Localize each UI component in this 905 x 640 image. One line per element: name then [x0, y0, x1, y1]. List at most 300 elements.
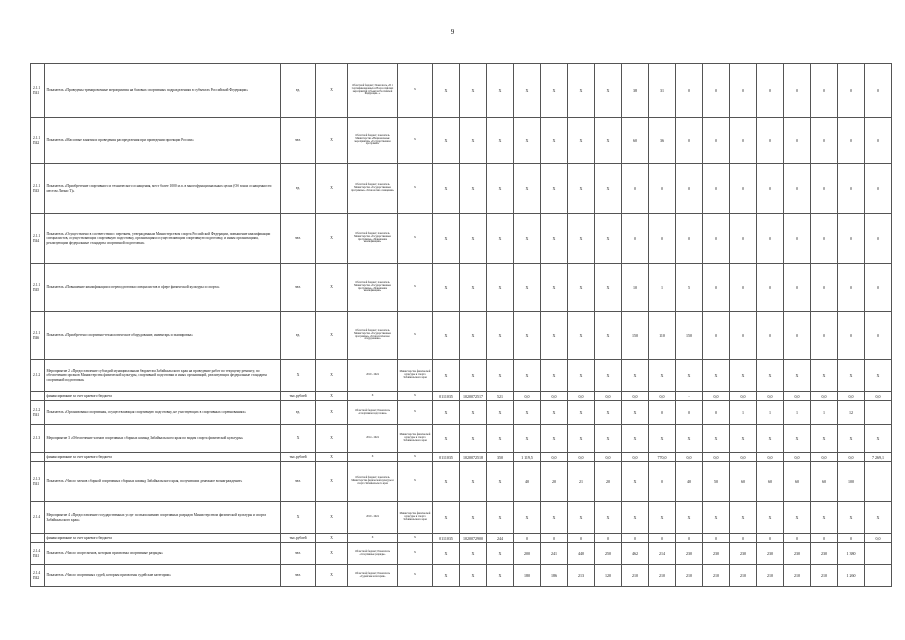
row-col18: 0	[730, 264, 757, 312]
row-col6: Х	[398, 164, 433, 214]
row-col18: 0	[730, 64, 757, 118]
row-unit: ед.	[281, 401, 316, 425]
row-col12: Х	[568, 214, 595, 264]
row-unit: тыс.рублей	[281, 392, 316, 401]
row-code: 2.1.1 П45	[31, 264, 45, 312]
row-col4: Х	[316, 360, 348, 392]
row-col15: Х	[649, 360, 676, 392]
row-col4: Х	[316, 502, 348, 534]
row-col11: Х	[541, 118, 568, 164]
row-col15: 210	[649, 565, 676, 587]
row-col14: 10	[622, 264, 649, 312]
row-col9: Х	[487, 164, 514, 214]
row-source: Областной бюджет; Показатель «Спортивные разряды»	[348, 543, 398, 565]
row-col11: Х	[541, 502, 568, 534]
row-col17: 0	[703, 264, 730, 312]
row-col8: Х	[460, 502, 487, 534]
row-col21: 210	[811, 565, 838, 587]
row-col9: Х	[487, 543, 514, 565]
row-col16: 40	[676, 462, 703, 502]
row-col12: Х	[568, 118, 595, 164]
row-col8: Х	[460, 543, 487, 565]
row-col14: 0	[622, 164, 649, 214]
row-col9: Х	[487, 264, 514, 312]
row-col23: 0	[865, 64, 892, 118]
row-name: Показатель «Приобретение спортивного и технического оснащения, мест более 1000 м.п. в многофункциональных целях (Об зонах оснащенности местом Лично Т)»	[45, 164, 281, 214]
row-col14: 150	[622, 312, 649, 360]
row-col14: 38	[622, 64, 649, 118]
row-col6: Х	[398, 543, 433, 565]
row-unit: чел.	[281, 118, 316, 164]
row-col21: 0,0	[811, 392, 838, 401]
row-name: Показатель «Массовые занятия и проведения распределения при проведении проекции России»	[45, 118, 281, 164]
row-source: 2014 - 2024	[348, 425, 398, 453]
row-col23	[865, 401, 892, 425]
row-col14: Х	[622, 401, 649, 425]
row-name: Показатель «Число членов сборной спортивных сборных команд Забайкальского края, получивших денежное вознаграждение»	[45, 462, 281, 502]
row-col13: Х	[595, 360, 622, 392]
row-col17: 50	[703, 462, 730, 502]
row-code	[31, 453, 45, 462]
row-col4: Х	[316, 425, 348, 453]
row-col21: Х	[811, 502, 838, 534]
row-col22: 0	[838, 534, 865, 543]
row-col9: Х	[487, 462, 514, 502]
row-unit: Х	[281, 502, 316, 534]
row-col12: Х	[568, 164, 595, 214]
row-col6: Х	[398, 264, 433, 312]
row-code: 2.1.4	[31, 502, 45, 534]
row-col9: 350	[487, 453, 514, 462]
row-col16: 230	[676, 543, 703, 565]
row-col8: Х	[460, 425, 487, 453]
row-col19: 0	[757, 164, 784, 214]
row-col7: Х	[433, 425, 460, 453]
row-source: Областной бюджет; показатель Министерства «Национальные мероприятия» «Государственная программа»	[348, 118, 398, 164]
row-col6: Х	[398, 392, 433, 401]
row-col22: 100	[838, 462, 865, 502]
row-col20: 0	[784, 264, 811, 312]
row-col19: 0,0	[757, 392, 784, 401]
row-col19: Х	[757, 360, 784, 392]
row-source: Областной бюджет; Показатель «Судейские категории»	[348, 565, 398, 587]
row-col20: Х	[784, 502, 811, 534]
row-col7: Х	[433, 164, 460, 214]
row-col11: Х	[541, 425, 568, 453]
table-row	[31, 502, 892, 534]
row-col13: Х	[595, 214, 622, 264]
row-col15: 36	[649, 118, 676, 164]
row-col4: Х	[316, 392, 348, 401]
row-col17: 0	[703, 401, 730, 425]
row-name: Показатель «Организована спортивная, осуществляющая спортивную подготовку, не участвующих в спортивных соревнованиях»	[45, 401, 281, 425]
row-col18: 60	[730, 462, 757, 502]
row-col8: 1020072900	[460, 534, 487, 543]
table-row	[31, 453, 892, 462]
row-col20: 1	[784, 401, 811, 425]
row-col13: 250	[595, 543, 622, 565]
row-source: 2019 - 2024	[348, 502, 398, 534]
row-col23: Х	[865, 502, 892, 534]
row-col22: 0	[838, 164, 865, 214]
row-col22: 0,0	[838, 453, 865, 462]
row-col9: Х	[487, 118, 514, 164]
row-col16: Х	[676, 502, 703, 534]
row-col16: 210	[676, 565, 703, 587]
row-col12: 0,0	[568, 453, 595, 462]
row-col21: 0	[811, 118, 838, 164]
row-col23: 0,0	[865, 392, 892, 401]
row-col22: 0	[838, 118, 865, 164]
row-col12: Х	[568, 264, 595, 312]
row-col12: 21	[568, 462, 595, 502]
row-col11: 186	[541, 565, 568, 587]
row-col22: 0	[838, 264, 865, 312]
row-col6: Министерство физической культуры и спорта Забайкальского края	[398, 502, 433, 534]
row-col13: 0,0	[595, 392, 622, 401]
row-unit: чел.	[281, 214, 316, 264]
row-col14: Х	[622, 462, 649, 502]
row-col19: 0	[757, 118, 784, 164]
row-source: 2019 - 2024	[348, 360, 398, 392]
row-col21: 0	[811, 312, 838, 360]
row-col16: 0	[676, 401, 703, 425]
row-col10: Х	[514, 214, 541, 264]
row-col21: 60	[811, 462, 838, 502]
row-col10: Х	[514, 164, 541, 214]
row-name: финансирование за счет краевого бюджета	[45, 453, 281, 462]
row-col7: Х	[433, 565, 460, 587]
row-source: Х	[348, 392, 398, 401]
row-col10: Х	[514, 425, 541, 453]
row-col10: 40	[514, 462, 541, 502]
row-col15: 214	[649, 543, 676, 565]
row-unit: чел.	[281, 264, 316, 312]
row-col8: Х	[460, 401, 487, 425]
row-col8: Х	[460, 118, 487, 164]
row-col20: 0	[784, 312, 811, 360]
row-col10: Х	[514, 502, 541, 534]
row-col15: 0	[649, 401, 676, 425]
row-col7: Х	[433, 543, 460, 565]
row-name: финансирование за счет краевого бюджета	[45, 534, 281, 543]
row-col9: Х	[487, 502, 514, 534]
row-col4: Х	[316, 401, 348, 425]
row-col10: Х	[514, 401, 541, 425]
row-col14: 462	[622, 543, 649, 565]
row-col6: Х	[398, 462, 433, 502]
row-name: Показатель «Проведены тренировочные мероприятия на базовых спортивных подразделениях в субъектах Российской Федерации»	[45, 64, 281, 118]
row-col17: 0	[703, 164, 730, 214]
row-col6: Министерство физической культуры и спорта Забайкальского края	[398, 360, 433, 392]
row-col7: Х	[433, 502, 460, 534]
row-col10: Х	[514, 312, 541, 360]
row-unit: чел.	[281, 462, 316, 502]
row-col8: Х	[460, 164, 487, 214]
row-col10: 200	[514, 543, 541, 565]
row-col14: 0	[622, 214, 649, 264]
row-col17: Х	[703, 360, 730, 392]
row-col23: Х	[865, 425, 892, 453]
row-name: Мероприятие 4 «Предоставление государственных услуг по выполнению спортивных разрядов Министерством физической культуры и спорта Забайкальского края»	[45, 502, 281, 534]
row-col22: Х	[838, 502, 865, 534]
row-col16: Х	[676, 360, 703, 392]
row-col12: Х	[568, 312, 595, 360]
row-col22: 1 260	[838, 565, 865, 587]
row-col21: 0	[811, 534, 838, 543]
row-col21: 0	[811, 264, 838, 312]
row-name: Показатель «Осуществлено в соответствии с перечнем, утвержденным Министерством спорта Российской Федерации, повышение квалификации специалистов, осуществляющих спортивную подготовку, организациям осуществляющим спортивную подготовку, и иным организациям, реализующим федеральные стандарты спортивной подготовки»	[45, 214, 281, 264]
row-col6: Х	[398, 453, 433, 462]
row-col23: 0	[865, 312, 892, 360]
row-col4: Х	[316, 565, 348, 587]
row-col21: Х	[811, 425, 838, 453]
row-col9: Х	[487, 214, 514, 264]
row-col16: 5	[676, 264, 703, 312]
page-number: 9	[450, 28, 455, 36]
row-col13: Х	[595, 401, 622, 425]
row-col23: 7 269,1	[865, 453, 892, 462]
row-col12: Х	[568, 64, 595, 118]
row-col16: Х	[676, 425, 703, 453]
row-col7: 0111035	[433, 453, 460, 462]
row-unit: ед.	[281, 312, 316, 360]
row-col12: Х	[568, 401, 595, 425]
row-code: 2.1.4 П41	[31, 543, 45, 565]
row-col9: Х	[487, 360, 514, 392]
row-col6: Х	[398, 534, 433, 543]
row-col11: Х	[541, 360, 568, 392]
row-unit: ед.	[281, 164, 316, 214]
row-col12: 0,0	[568, 392, 595, 401]
table-row	[31, 264, 892, 312]
row-col13: 0,0	[595, 453, 622, 462]
row-col15: 110	[649, 312, 676, 360]
row-col22: 0,0	[838, 392, 865, 401]
row-col19: 0	[757, 264, 784, 312]
table-body	[31, 64, 892, 587]
row-col6: Х	[398, 118, 433, 164]
row-col4: Х	[316, 543, 348, 565]
row-col9: Х	[487, 425, 514, 453]
row-col23: 0	[865, 214, 892, 264]
row-col19: 60	[757, 462, 784, 502]
row-col13: Х	[595, 502, 622, 534]
row-col6: Х	[398, 565, 433, 587]
row-code: 2.1.1 П44	[31, 214, 45, 264]
row-col15: 31	[649, 64, 676, 118]
row-col22: Х	[838, 360, 865, 392]
row-code	[31, 392, 45, 401]
row-col11: 241	[541, 543, 568, 565]
row-col21: 0,0	[811, 453, 838, 462]
row-col8: Х	[460, 462, 487, 502]
row-col19: 230	[757, 543, 784, 565]
row-col21: 0	[811, 214, 838, 264]
table-row	[31, 64, 892, 118]
row-col14: Х	[622, 360, 649, 392]
table-row	[31, 118, 892, 164]
row-col18: 0	[730, 214, 757, 264]
row-col17: Х	[703, 425, 730, 453]
row-col19: 0	[757, 214, 784, 264]
row-col20: 0,0	[784, 392, 811, 401]
row-col16: 0	[676, 534, 703, 543]
row-col18: Х	[730, 360, 757, 392]
row-col18: Х	[730, 425, 757, 453]
row-col16: -	[676, 392, 703, 401]
row-name: Мероприятие 2 «Предоставление субсидий муниципальным бюджетам Забайкальского края на проведение работ по текущему ремонту, по обеспечению органов Министерства физической культуры, спортивной подготовки и иных организаций, реализующих федеральные стандарты спортивной подготовки»	[45, 360, 281, 392]
row-col20: 60	[784, 462, 811, 502]
row-col16: 0	[676, 164, 703, 214]
row-col18: 230	[730, 543, 757, 565]
row-col23	[865, 543, 892, 565]
row-col19: 1	[757, 401, 784, 425]
row-col16: 0	[676, 214, 703, 264]
row-unit: чел.	[281, 543, 316, 565]
row-col19: 0	[757, 534, 784, 543]
row-col10: Х	[514, 360, 541, 392]
row-source: Областной бюджет; показатель Министерства «Государственные программы» «Технологическое оборудование»	[348, 312, 398, 360]
row-source: Областной бюджет; Показатель «Спортивная подготовка»	[348, 401, 398, 425]
table-row	[31, 565, 892, 587]
row-col19: 0	[757, 312, 784, 360]
row-col14: Х	[622, 425, 649, 453]
row-col15: 0	[649, 214, 676, 264]
row-col17: 0	[703, 312, 730, 360]
row-col18: 210	[730, 565, 757, 587]
row-unit: чел.	[281, 565, 316, 587]
row-col20: Х	[784, 360, 811, 392]
row-col23: 0	[865, 118, 892, 164]
row-col7: Х	[433, 462, 460, 502]
row-col10: Х	[514, 264, 541, 312]
row-col4: Х	[316, 264, 348, 312]
row-col17: 0	[703, 214, 730, 264]
row-col19: Х	[757, 502, 784, 534]
row-col15: 0	[649, 164, 676, 214]
row-col20: 0	[784, 64, 811, 118]
row-col15: 0,0	[649, 392, 676, 401]
row-col17: Х	[703, 502, 730, 534]
row-col12: Х	[568, 502, 595, 534]
row-col23: 0,0	[865, 534, 892, 543]
row-col11: Х	[541, 312, 568, 360]
row-col19: Х	[757, 425, 784, 453]
row-col15: 0	[649, 462, 676, 502]
row-col17: 230	[703, 543, 730, 565]
table-row	[31, 543, 892, 565]
row-unit: Х	[281, 360, 316, 392]
row-col10: Х	[514, 64, 541, 118]
row-col11: 0,0	[541, 392, 568, 401]
row-col18: 1	[730, 401, 757, 425]
row-col11: Х	[541, 401, 568, 425]
row-col20: 0	[784, 534, 811, 543]
row-col7: Х	[433, 118, 460, 164]
row-col7: 0111035	[433, 534, 460, 543]
row-col11: Х	[541, 264, 568, 312]
row-source: Областной бюджет; показатель Министерства «Государственные программы» «Повышение квалификации»	[348, 264, 398, 312]
row-col17: 0,0	[703, 453, 730, 462]
row-col20: Х	[784, 425, 811, 453]
row-code: 2.1.2 П41	[31, 401, 45, 425]
row-col8: 1020072517	[460, 392, 487, 401]
row-col9: Х	[487, 312, 514, 360]
row-col13: Х	[595, 312, 622, 360]
row-col14: 60	[622, 118, 649, 164]
row-col13: Х	[595, 118, 622, 164]
row-source: Х	[348, 453, 398, 462]
row-col4: Х	[316, 312, 348, 360]
row-code: 2.1.3 П41	[31, 462, 45, 502]
row-col17: 0	[703, 64, 730, 118]
row-name: Мероприятие 3 «Обеспечение членов спортивных сборных команд Забайкальского края по видам спорта физической культуры»	[45, 425, 281, 453]
row-col9: 521	[487, 392, 514, 401]
row-col4: Х	[316, 118, 348, 164]
row-col16: 150	[676, 312, 703, 360]
row-col12: 213	[568, 565, 595, 587]
row-col20: 0	[784, 164, 811, 214]
row-source: Областной бюджет; показатель Министерства «Государственные программы» «Повышение квалификации»	[348, 214, 398, 264]
row-col12: 440	[568, 543, 595, 565]
table-row	[31, 392, 892, 401]
row-col4: Х	[316, 462, 348, 502]
row-col18: 0,0	[730, 392, 757, 401]
row-col7: Х	[433, 401, 460, 425]
row-col13: Х	[595, 264, 622, 312]
table-row	[31, 425, 892, 453]
row-col17: 210	[703, 565, 730, 587]
row-col7: Х	[433, 312, 460, 360]
row-col11: Х	[541, 164, 568, 214]
row-code: 2.1.1 П46	[31, 312, 45, 360]
row-col15: Х	[649, 502, 676, 534]
table-row	[31, 401, 892, 425]
row-col10: 1 119,5	[514, 453, 541, 462]
row-col4: Х	[316, 164, 348, 214]
row-col6: Министерство физической культуры и спорта Забайкальского края	[398, 425, 433, 453]
table-row	[31, 164, 892, 214]
row-col20: 0,0	[784, 453, 811, 462]
row-col19: 0	[757, 64, 784, 118]
row-col19: 210	[757, 565, 784, 587]
row-col4: Х	[316, 214, 348, 264]
row-unit: тыс.рублей	[281, 534, 316, 543]
row-col22: 0	[838, 214, 865, 264]
row-col14: 210	[622, 565, 649, 587]
row-code: 2.1.1 П43	[31, 164, 45, 214]
row-col8: Х	[460, 214, 487, 264]
row-col10: 180	[514, 565, 541, 587]
row-col22: 12	[838, 401, 865, 425]
row-col13: 120	[595, 565, 622, 587]
row-col15: 1	[649, 264, 676, 312]
row-col14: 0	[622, 534, 649, 543]
row-col6: Х	[398, 312, 433, 360]
row-code: 2.1.2	[31, 360, 45, 392]
row-code: 2.1.4 П42	[31, 565, 45, 587]
row-col22: 1 380	[838, 543, 865, 565]
row-col18: 0	[730, 534, 757, 543]
row-col18: 0	[730, 312, 757, 360]
row-col20: 0	[784, 214, 811, 264]
table-row	[31, 534, 892, 543]
row-col4: Х	[316, 64, 348, 118]
row-col13: Х	[595, 425, 622, 453]
row-col12: 0	[568, 534, 595, 543]
row-col22: 0	[838, 312, 865, 360]
